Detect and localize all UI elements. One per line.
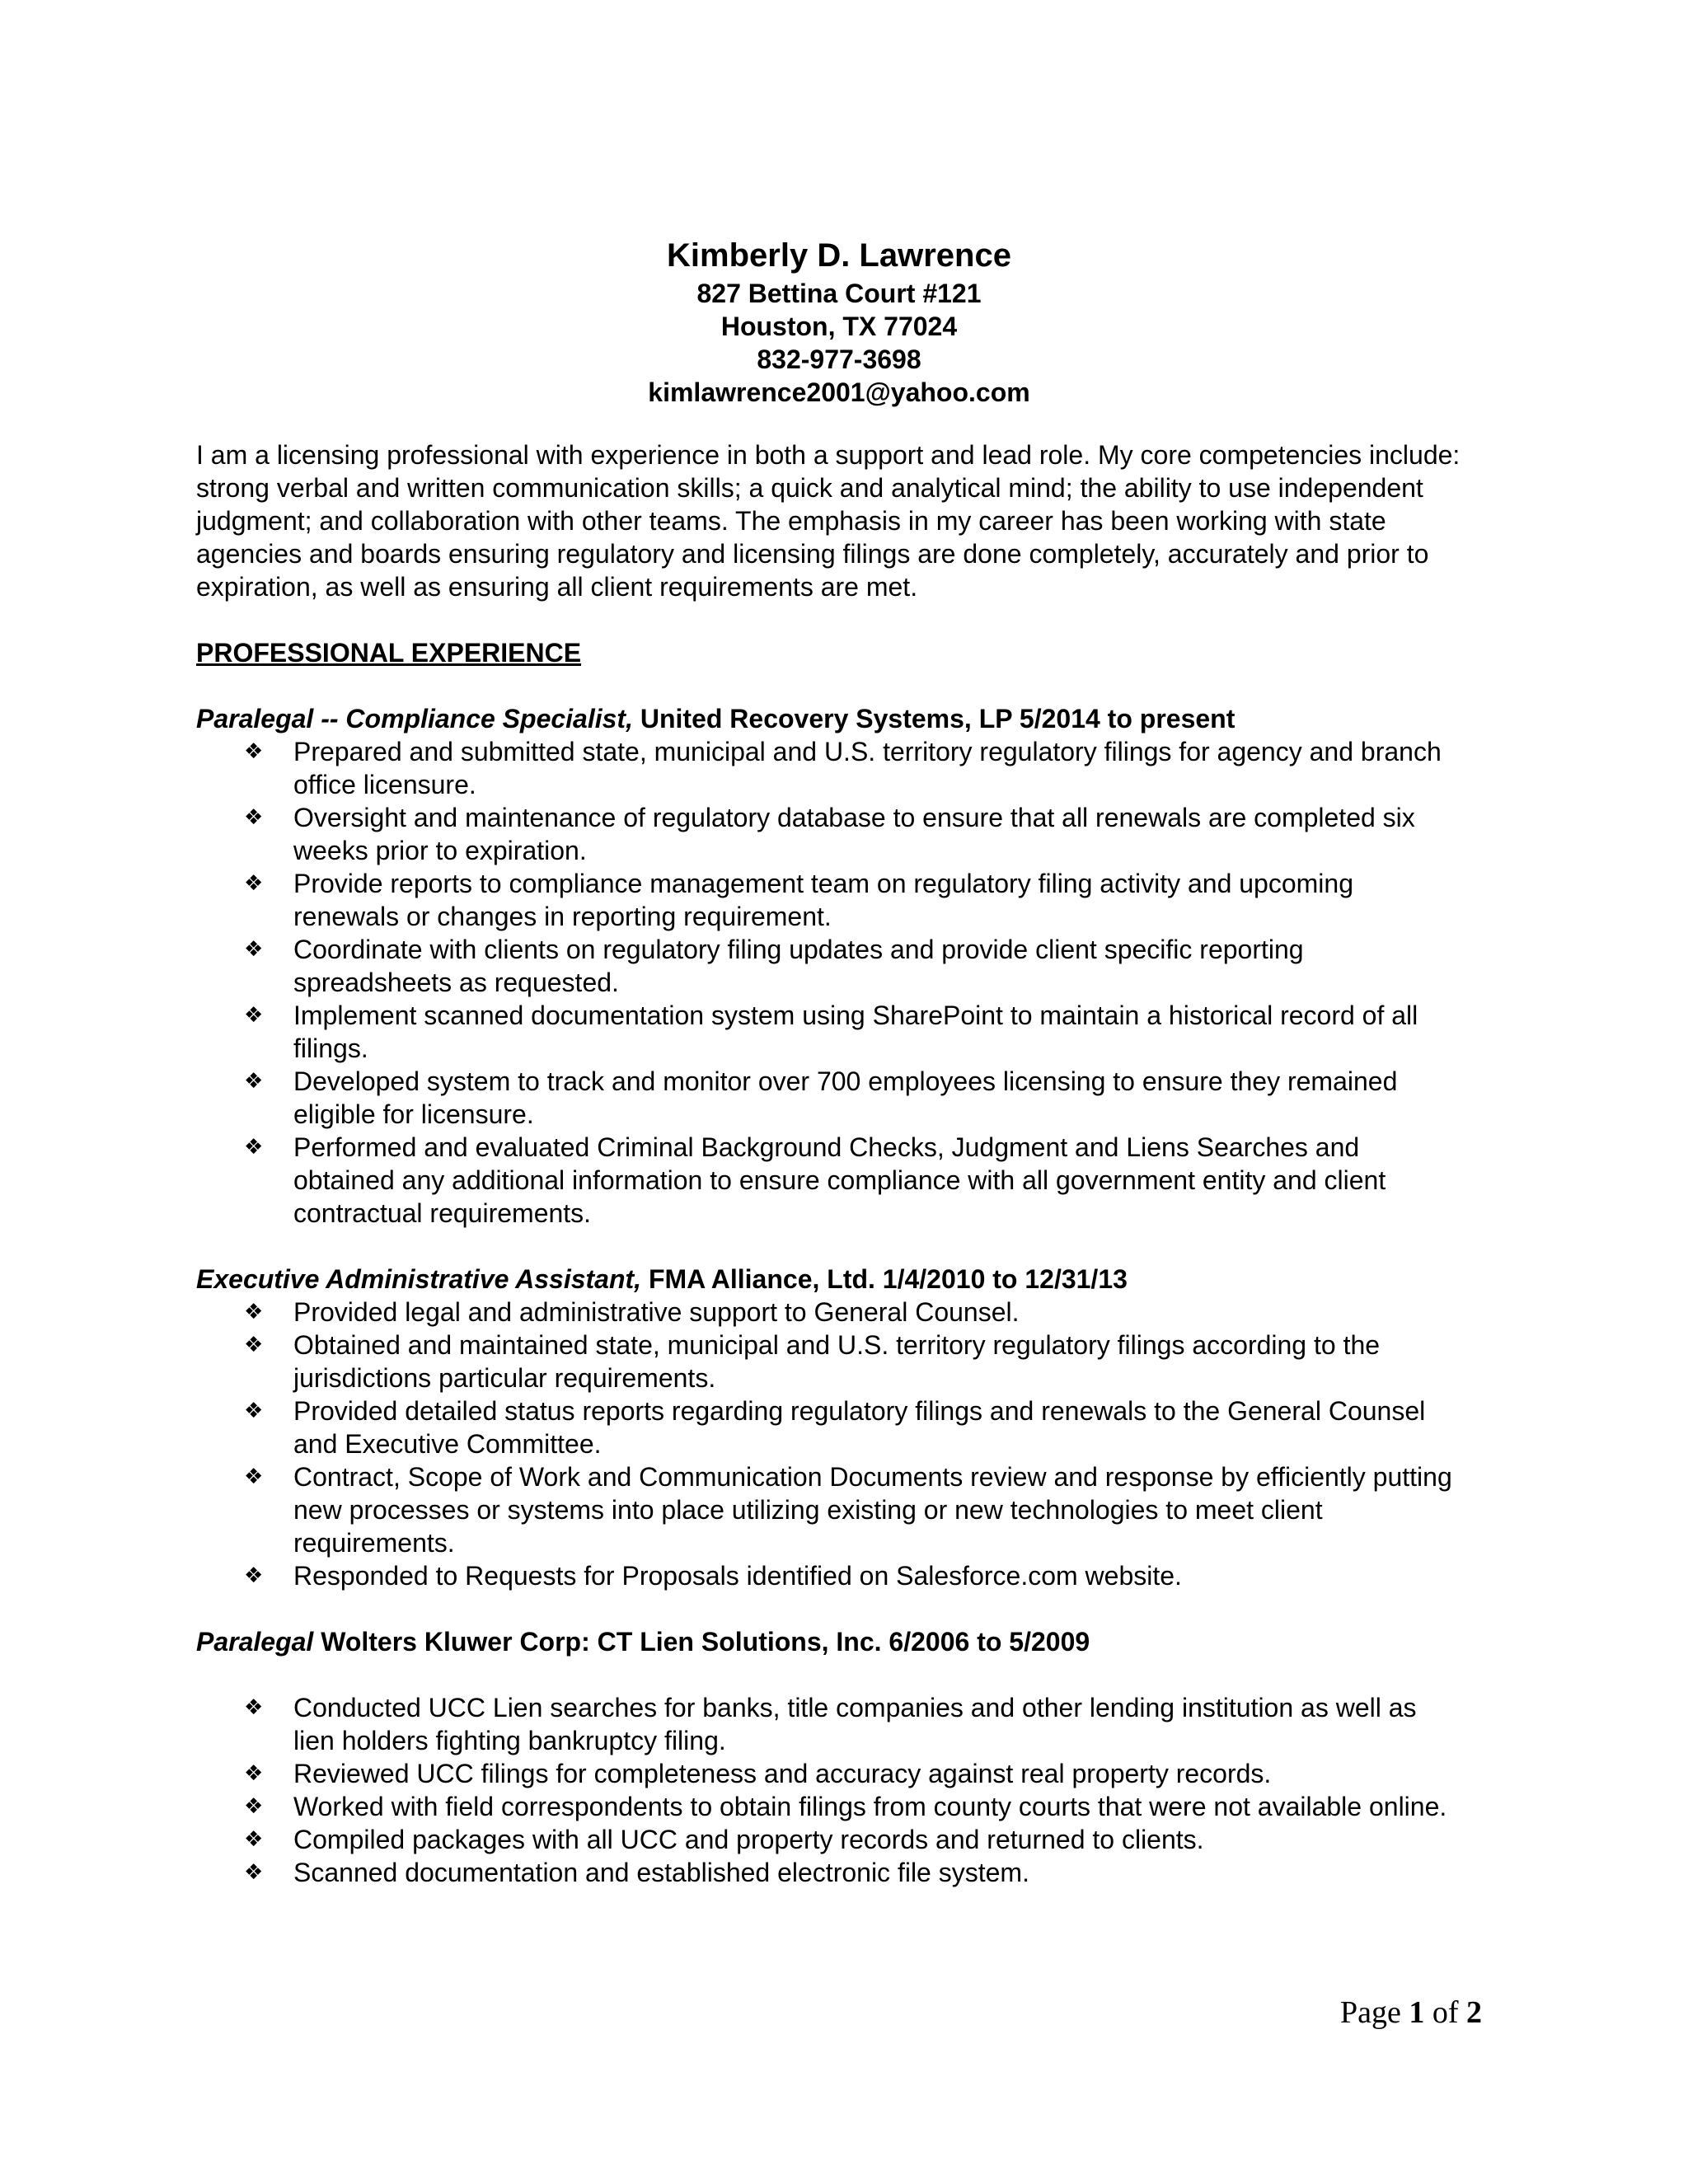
list-item: ❖ Compiled packages with all UCC and property records and returned to clients. <box>244 1825 1204 1854</box>
list-item: ❖ Reviewed UCC filings for completeness and accuracy against real property records. <box>244 1759 1272 1788</box>
diamond-bullet-icon: ❖ <box>244 1069 264 1094</box>
job-bullets <box>196 735 1482 1230</box>
diamond-bullet-icon: ❖ <box>244 1135 264 1160</box>
page-current: 1 <box>1409 1995 1425 2030</box>
professional-summary: I am a licensing professional with experience in both a support and lead role. My core competencies include: strong verbal and written communication skills; a quick and analytical mind; the ability to use independent judgment; and collaboration with other teams. The emphasis in my career has been working with state agencies and boards ensuring regulatory and licensing filings are done completely, accurately and prior to expiration, as well as ensuring all client requirements are met. <box>196 440 1461 602</box>
diamond-bullet-icon: ❖ <box>244 805 264 830</box>
job-entry-fma <box>196 1263 1482 1592</box>
section-heading-experience: PROFESSIONAL EXPERIENCE <box>196 638 582 668</box>
list-item: ❖ Coordinate with clients on regulatory filing updates and provide client specific reporting spreadsheets as requested. <box>244 935 1304 997</box>
phone-number: 832-977-3698 <box>757 344 921 374</box>
job-title-line <box>196 1263 1482 1296</box>
list-item: ❖ Performed and evaluated Criminal Background Checks, Judgment and Liens Searches and obtained any additional information to ensure compliance with all government entity and client contractual requirements. <box>244 1132 1386 1228</box>
job-title-line <box>196 1625 1482 1658</box>
page-label: Page <box>1339 1995 1401 2030</box>
candidate-name: Kimberly D. Lawrence <box>667 237 1011 274</box>
job-bullets <box>196 1691 1482 1889</box>
email-address: kimlawrence2001@yahoo.com <box>648 377 1030 407</box>
diamond-bullet-icon: ❖ <box>244 1399 264 1423</box>
diamond-bullet-icon: ❖ <box>244 1860 264 1885</box>
page-number-footer <box>1340 1994 1482 2031</box>
diamond-bullet-icon: ❖ <box>244 1695 264 1720</box>
list-item: ❖ Contract, Scope of Work and Communication Documents review and response by efficiently putting new processes or systems into place utilizing existing or new technologies to meet client requirements. <box>244 1462 1452 1558</box>
diamond-bullet-icon: ❖ <box>244 1003 264 1028</box>
list-item: ❖ Provided detailed status reports regarding regulatory filings and renewals to the General Counsel and Executive Committee. <box>244 1396 1426 1459</box>
address-line-2: Houston, TX 77024 <box>720 312 958 341</box>
diamond-bullet-icon: ❖ <box>244 1465 264 1489</box>
diamond-bullet-icon: ❖ <box>244 937 264 962</box>
diamond-bullet-icon: ❖ <box>244 1300 264 1324</box>
job-entry-wolters-kluwer <box>196 1625 1482 1889</box>
job-role: Paralegal <box>196 1627 314 1657</box>
list-item: ❖ Scanned documentation and established electronic file system. <box>244 1858 1029 1887</box>
diamond-bullet-icon: ❖ <box>244 1761 264 1786</box>
list-item: ❖ Provide reports to compliance management team on regulatory filing activity and upcoming renewals or changes in reporting requirement. <box>244 869 1353 931</box>
address-line-1: 827 Bettina Court #121 <box>696 279 982 308</box>
page-of: of <box>1432 1995 1459 2030</box>
diamond-bullet-icon: ❖ <box>244 739 264 764</box>
list-item: ❖ Developed system to track and monitor over 700 employees licensing to ensure they remained eligible for licensure. <box>244 1066 1398 1129</box>
job-role: Paralegal -- Compliance Specialist, <box>196 704 633 733</box>
list-item: ❖ Oversight and maintenance of regulatory database to ensure that all renewals are completed six weeks prior to expiration. <box>244 803 1415 865</box>
diamond-bullet-icon: ❖ <box>244 1827 264 1852</box>
list-item: ❖ Prepared and submitted state, municipal and U.S. territory regulatory filings for agency and branch office licensure. <box>244 737 1442 799</box>
diamond-bullet-icon: ❖ <box>244 1794 264 1819</box>
list-item: ❖ Conducted UCC Lien searches for banks, title companies and other lending institution as well as lien holders fighting bankruptcy filing. <box>244 1693 1417 1755</box>
job-title-line <box>196 702 1482 735</box>
job-details: United Recovery Systems, LP 5/2014 to present <box>632 704 1236 733</box>
diamond-bullet-icon: ❖ <box>244 1563 264 1588</box>
page-total: 2 <box>1466 1995 1482 2030</box>
list-item: ❖ Worked with field correspondents to obtain filings from county courts that were not available online. <box>244 1792 1447 1821</box>
diamond-bullet-icon: ❖ <box>244 1333 264 1357</box>
diamond-bullet-icon: ❖ <box>244 871 264 896</box>
list-item: ❖ Obtained and maintained state, municipal and U.S. territory regulatory filings according to the jurisdictions particular requirements. <box>244 1330 1381 1393</box>
resume-header <box>196 234 1482 409</box>
list-item: ❖ Implement scanned documentation system using SharePoint to maintain a historical record of all filings. <box>244 1001 1418 1063</box>
job-role: Executive Administrative Assistant, <box>196 1264 642 1294</box>
job-bullets <box>196 1296 1482 1592</box>
job-details: Wolters Kluwer Corp: CT Lien Solutions, Inc. 6/2006 to 5/2009 <box>313 1627 1090 1657</box>
job-entry-urs <box>196 702 1482 1230</box>
list-item: ❖ Provided legal and administrative support to General Counsel. <box>244 1297 1020 1327</box>
blank-line <box>196 1658 1482 1691</box>
job-details: FMA Alliance, Ltd. 1/4/2010 to 12/31/13 <box>641 1264 1128 1294</box>
list-item: ❖ Responded to Requests for Proposals identified on Salesforce.com website. <box>244 1561 1182 1591</box>
